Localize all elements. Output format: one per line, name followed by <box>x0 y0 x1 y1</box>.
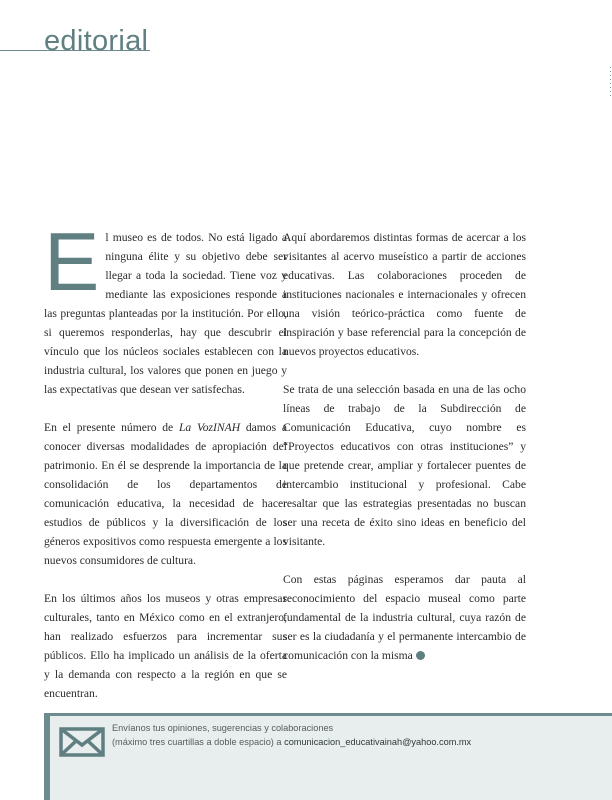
drop-cap: E <box>44 215 100 308</box>
paragraph-2-post: damos a conocer diversas modalidades de apropiación del patrimonio. En él se desprende la importancia de la consolidación de los departamentos de comunicación educativa, la necesidad de hacer estudios de públicos y la diversificación de los géneros expositivos como respuesta emergente a los nuevos consumidores de cultura. <box>44 421 287 567</box>
paragraph-3: En los últimos años los museos y otras empresas culturales, tanto en México como en el extranjero, han realizado esfuerzos para incrementar sus públicos. Ello ha implicado un análisis de la oferta y la demanda con respecto a la región en que se encuentran. <box>44 592 287 700</box>
footer-line-2 <box>112 735 471 749</box>
paragraph-5: Se trata de una selección basada en una de las ocho líneas de trabajo de la Subdirección de Comunicación Educativa, cuyo nombre es “Proyectos educativos con otras instituciones” y que pretende crear, ampliar y fortalecer puentes de intercambio institucional y profesional. Cabe resaltar que las estrategias presentadas no buscan ser una receta de éxito sino ideas en beneficio del visitante. <box>283 383 526 548</box>
paragraph-2 <box>44 418 287 570</box>
paragraph-1-text: l museo es de todos. No está ligado a ninguna élite y su objetivo debe ser llegar a toda la sociedad. Tiene voz y mediante las exposiciones responde a las preguntas planteadas por la institución. Por ello, si queremos responderlas, hay que descubrir el vínculo que los núcleos sociales establecen con la industria cultural, los valores que ponen en juego y las expectativas que desean ver satisfechas. <box>44 231 287 396</box>
footer-line-1: Envíanos tus opiniones, sugerencias y colaboraciones <box>112 723 334 733</box>
end-dot-icon <box>416 651 425 660</box>
footer-top-bar <box>44 713 612 716</box>
footer-left-bar <box>44 713 50 800</box>
footer-line-2-pre: (máximo tres cuartillas a doble espacio) a <box>112 737 285 747</box>
footer-text <box>112 721 471 749</box>
envelope-icon <box>59 727 105 757</box>
paragraph-4: Aquí abordaremos distintas formas de acercar a los visitantes al acervo museístico a partir de acciones educativas. Las colaboraciones proceden de instituciones nacionales e internacionales y ofrecen una visión teórico-práctica como fuente de inspiración y base referencial para la concepción de nuevos proyectos educativos. <box>283 231 526 358</box>
magazine-name: La VozINAH <box>178 421 241 434</box>
paragraph-2-pre: En el presente número de <box>44 421 179 434</box>
page-title: editorial <box>44 25 149 57</box>
article-column-right <box>283 228 526 684</box>
paragraph-6 <box>283 570 526 665</box>
email-link[interactable]: comunicacion_educativainah@yahoo.com.mx <box>284 737 472 747</box>
article-column-left <box>44 215 287 722</box>
paragraph-6-text: Con estas páginas esperamos dar pauta al reconocimiento del espacio museal como parte fundamental de la industria cultural, cuya razón de ser es la ciudadanía y el permanente intercambio de comunicación con la misma <box>283 573 526 662</box>
edge-dot-strip <box>606 64 612 96</box>
paragraph-1 <box>44 215 287 399</box>
